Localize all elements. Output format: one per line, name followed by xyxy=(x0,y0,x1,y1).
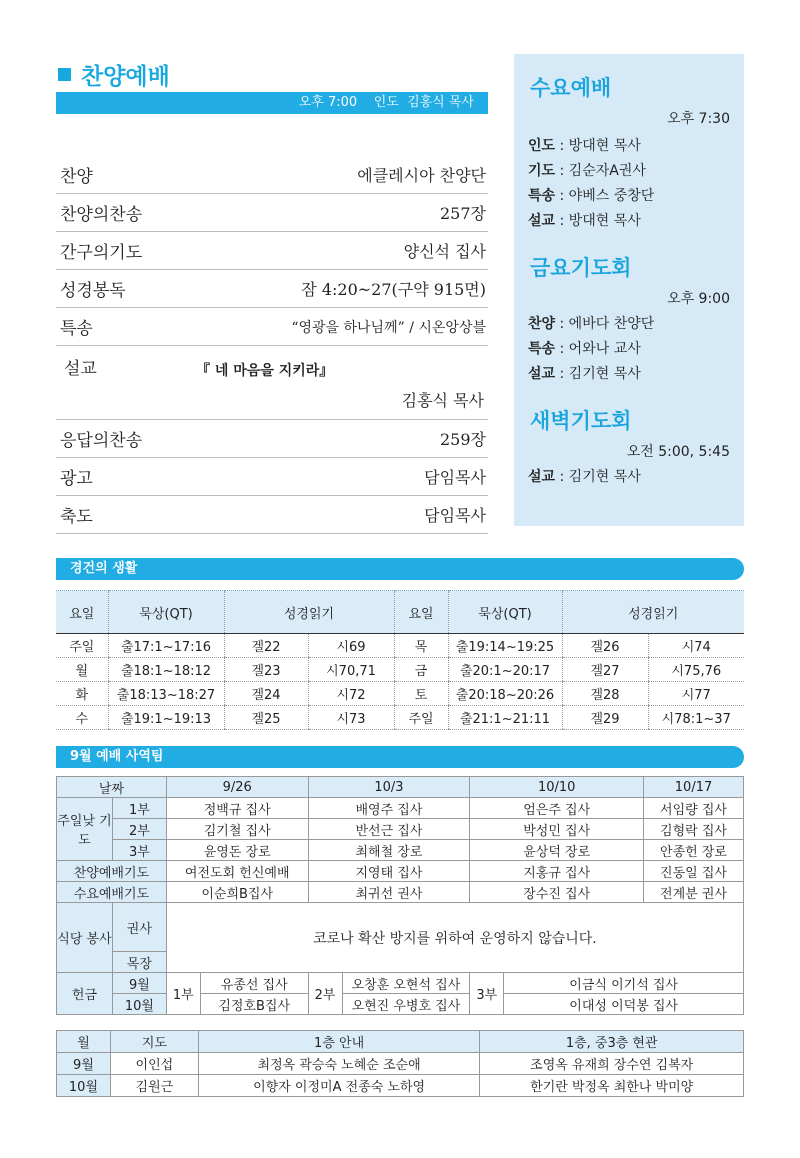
table-cell: 출19:14~19:25 xyxy=(448,634,562,658)
worship-order-list xyxy=(56,156,488,534)
order-row xyxy=(56,156,488,194)
table-row xyxy=(57,882,744,903)
table-cell: 여전도회 헌신예배 xyxy=(166,861,308,882)
ministry-header: 9월 예배 사역팀 xyxy=(56,746,744,768)
table-cell: 겔22 xyxy=(224,634,308,658)
table-cell: 시77 xyxy=(648,682,744,706)
order-value: 담임목사 xyxy=(424,506,486,525)
table-cell: 시73 xyxy=(308,706,394,730)
table-row xyxy=(57,840,744,861)
table-cell: 수 xyxy=(56,706,108,730)
table-cell: 진동일 집사 xyxy=(644,861,744,882)
table-row xyxy=(57,819,744,840)
table-cell: 목 xyxy=(394,634,448,658)
table-cell: 지홍규 집사 xyxy=(470,861,644,882)
table-cell: 전계분 권사 xyxy=(644,882,744,903)
service-line xyxy=(528,465,744,490)
service-line xyxy=(528,209,744,234)
table-cell: 서임량 집사 xyxy=(644,798,744,819)
line-value: : 어와나 교사 xyxy=(555,341,641,357)
evening-worship-section xyxy=(56,56,488,527)
table-cell: 장수진 집사 xyxy=(470,882,644,903)
order-label: 찬양의찬송 xyxy=(60,205,143,225)
column-header: 1층, 중3층 현관 xyxy=(480,1031,744,1053)
table-cell: 이향자 이정미A 전종숙 노하영 xyxy=(198,1075,480,1097)
order-value: 담임목사 xyxy=(424,468,486,487)
table-header-row xyxy=(56,591,744,634)
table-cell: 한기란 박정옥 최한나 박미양 xyxy=(480,1075,744,1097)
column-header: 1층 안내 xyxy=(198,1031,480,1053)
row-group-label: 주일낮 기도 xyxy=(57,798,113,861)
line-value: : 방대현 목사 xyxy=(555,213,641,229)
table-row xyxy=(56,682,744,706)
table-cell: 오창훈 오현석 집사 xyxy=(342,973,470,994)
line-key: 찬양 xyxy=(528,316,556,332)
column-header: 묵상(QT) xyxy=(448,591,562,634)
table-cell: 화 xyxy=(56,682,108,706)
weekday-services-panel xyxy=(514,54,744,526)
row-label: 2부 xyxy=(112,819,166,840)
table-cell: 유종선 집사 xyxy=(200,973,308,994)
line-key: 설교 xyxy=(528,213,556,229)
table-cell: 윤상덕 장로 xyxy=(470,840,644,861)
table-cell: 배영주 집사 xyxy=(308,798,470,819)
table-cell: 겔24 xyxy=(224,682,308,706)
order-row xyxy=(56,270,488,308)
order-value: 양신석 집사 xyxy=(403,242,486,261)
section-title-row xyxy=(56,56,488,92)
table-cell: 이금식 이기석 집사 xyxy=(504,973,744,994)
part-label: 3부 xyxy=(470,973,504,1015)
row-label: 9월 xyxy=(57,1053,111,1075)
table-cell: 주일 xyxy=(56,634,108,658)
column-header: 날짜 xyxy=(57,777,167,798)
order-label: 설교 xyxy=(64,359,97,379)
order-value: “영광을 하나님께” / 시온앙상블 xyxy=(291,319,486,336)
table-cell: 시72 xyxy=(308,682,394,706)
table-cell: 박성민 집사 xyxy=(470,819,644,840)
table-cell: 겔29 xyxy=(562,706,648,730)
fri-service-time: 오후 9:00 xyxy=(667,291,730,307)
line-key: 설교 xyxy=(528,366,556,382)
column-header: 9/26 xyxy=(166,777,308,798)
order-row xyxy=(56,420,488,458)
table-cell: 겔26 xyxy=(562,634,648,658)
table-row xyxy=(56,658,744,682)
table-cell: 지영태 집사 xyxy=(308,861,470,882)
order-label: 축도 xyxy=(60,507,93,527)
part-label: 1부 xyxy=(166,973,200,1015)
table-cell: 출18:13~18:27 xyxy=(108,682,224,706)
table-cell: 최귀선 권사 xyxy=(308,882,470,903)
row-label: 10월 xyxy=(112,994,166,1015)
service-line xyxy=(528,134,744,159)
row-label: 수요예배기도 xyxy=(57,882,167,903)
table-cell: 출20:18~20:26 xyxy=(448,682,562,706)
table-cell: 이대성 이덕봉 집사 xyxy=(504,994,744,1015)
line-value: : 김기현 목사 xyxy=(555,366,641,382)
order-row xyxy=(56,232,488,270)
order-value: 잠 4:20~27(구약 915면) xyxy=(301,280,486,299)
table-cell: 주일 xyxy=(394,706,448,730)
row-label: 권사 xyxy=(112,903,166,952)
table-row xyxy=(57,798,744,819)
worship-time-bar: 오후 7:00 인도 김홍식 목사 xyxy=(56,92,488,114)
table-cell: 김형락 집사 xyxy=(644,819,744,840)
service-line xyxy=(528,337,744,362)
table-cell: 김기철 집사 xyxy=(166,819,308,840)
sermon-title: 『 네 마음을 지키라』 xyxy=(196,363,334,379)
sermon-row xyxy=(56,346,488,420)
table-row xyxy=(57,861,744,882)
line-key: 특송 xyxy=(528,188,556,204)
row-label: 목장 xyxy=(112,952,166,973)
table-cell: 겔23 xyxy=(224,658,308,682)
row-label: 9월 xyxy=(112,973,166,994)
ministry-table xyxy=(56,776,744,1015)
sermon-preacher: 김홍식 목사 xyxy=(401,391,484,410)
column-header: 성경읽기 xyxy=(224,591,394,634)
order-label: 특송 xyxy=(60,319,93,339)
order-value: 257장 xyxy=(440,204,486,223)
column-header: 10/10 xyxy=(470,777,644,798)
table-row xyxy=(57,973,744,994)
line-key: 인도 xyxy=(528,138,556,154)
column-header: 요일 xyxy=(394,591,448,634)
table-cell: 겔28 xyxy=(562,682,648,706)
meal-notice: 코로나 확산 방지를 위하여 운영하지 않습니다. xyxy=(166,903,743,973)
column-header: 지도 xyxy=(110,1031,198,1053)
table-cell: 윤영돈 장로 xyxy=(166,840,308,861)
table-cell: 시70,71 xyxy=(308,658,394,682)
order-row xyxy=(56,308,488,346)
part-label: 2부 xyxy=(308,973,342,1015)
table-row xyxy=(57,1053,744,1075)
devotion-header: 경건의 생활 xyxy=(56,558,744,580)
table-cell: 김정호B집사 xyxy=(200,994,308,1015)
service-line xyxy=(528,159,744,184)
square-bullet-icon xyxy=(58,68,71,81)
line-value: : 김기현 목사 xyxy=(555,469,641,485)
table-row xyxy=(57,1075,744,1097)
section-title: 찬양예배 xyxy=(81,63,170,90)
table-cell: 월 xyxy=(56,658,108,682)
table-row xyxy=(56,706,744,730)
table-cell: 겔27 xyxy=(562,658,648,682)
line-value: : 방대현 목사 xyxy=(555,138,641,154)
service-line xyxy=(528,184,744,209)
line-value: : 김순자A권사 xyxy=(555,163,646,179)
dawn-service-title: 새벽기도회 xyxy=(530,409,632,433)
column-header: 10/17 xyxy=(644,777,744,798)
order-label: 성경봉독 xyxy=(60,281,126,301)
row-label: 1부 xyxy=(112,798,166,819)
column-header: 요일 xyxy=(56,591,108,634)
table-cell: 출17:1~17:16 xyxy=(108,634,224,658)
table-cell: 시75,76 xyxy=(648,658,744,682)
line-value: : 에바다 찬양단 xyxy=(555,316,655,332)
line-value: : 야베스 중창단 xyxy=(555,188,655,204)
wed-service-time: 오후 7:30 xyxy=(667,111,730,127)
table-header-row xyxy=(57,1031,744,1053)
order-label: 광고 xyxy=(60,469,93,489)
table-cell: 정백규 집사 xyxy=(166,798,308,819)
table-header-row xyxy=(57,777,744,798)
line-key: 설교 xyxy=(528,469,556,485)
order-label: 응답의찬송 xyxy=(60,431,143,451)
order-value: 259장 xyxy=(440,430,486,449)
row-group-label: 헌금 xyxy=(57,973,113,1015)
table-cell: 시69 xyxy=(308,634,394,658)
table-cell: 반선근 집사 xyxy=(308,819,470,840)
order-row xyxy=(56,496,488,534)
column-header: 묵상(QT) xyxy=(108,591,224,634)
table-cell: 출19:1~19:13 xyxy=(108,706,224,730)
table-row xyxy=(56,634,744,658)
order-label: 찬양 xyxy=(60,167,93,187)
hall-guide-table xyxy=(56,1030,744,1097)
order-value: 에클레시아 찬양단 xyxy=(357,166,486,185)
service-line xyxy=(528,312,744,337)
table-cell: 조영옥 유재희 장수연 김복자 xyxy=(480,1053,744,1075)
fri-service-title: 금요기도회 xyxy=(530,256,632,280)
table-cell: 엄은주 집사 xyxy=(470,798,644,819)
line-key: 특송 xyxy=(528,341,556,357)
table-cell: 김원근 xyxy=(110,1075,198,1097)
order-row xyxy=(56,194,488,232)
wed-service-title: 수요예배 xyxy=(530,76,612,100)
order-label: 간구의기도 xyxy=(60,243,143,263)
row-group-label: 식당 봉사 xyxy=(57,903,113,973)
row-label: 3부 xyxy=(112,840,166,861)
table-cell: 토 xyxy=(394,682,448,706)
devotion-table xyxy=(56,590,744,730)
table-row xyxy=(57,903,744,952)
column-header: 10/3 xyxy=(308,777,470,798)
row-label: 찬양예배기도 xyxy=(57,861,167,882)
service-line xyxy=(528,362,744,387)
table-cell: 안종헌 장로 xyxy=(644,840,744,861)
line-key: 기도 xyxy=(528,163,556,179)
table-row xyxy=(57,994,744,1015)
table-cell: 최해철 장로 xyxy=(308,840,470,861)
table-cell: 최정옥 곽승숙 노혜순 조순애 xyxy=(198,1053,480,1075)
table-cell: 오현진 우병호 집사 xyxy=(342,994,470,1015)
table-cell: 겔25 xyxy=(224,706,308,730)
table-cell: 이순희B집사 xyxy=(166,882,308,903)
table-cell: 출18:1~18:12 xyxy=(108,658,224,682)
order-row xyxy=(56,458,488,496)
table-cell: 출20:1~20:17 xyxy=(448,658,562,682)
dawn-service-time: 오전 5:00, 5:45 xyxy=(626,444,730,460)
column-header: 성경읽기 xyxy=(562,591,744,634)
table-cell: 금 xyxy=(394,658,448,682)
column-header: 월 xyxy=(57,1031,111,1053)
table-cell: 출21:1~21:11 xyxy=(448,706,562,730)
table-cell: 시74 xyxy=(648,634,744,658)
table-cell: 시78:1~37 xyxy=(648,706,744,730)
row-label: 10월 xyxy=(57,1075,111,1097)
table-cell: 이인섭 xyxy=(110,1053,198,1075)
